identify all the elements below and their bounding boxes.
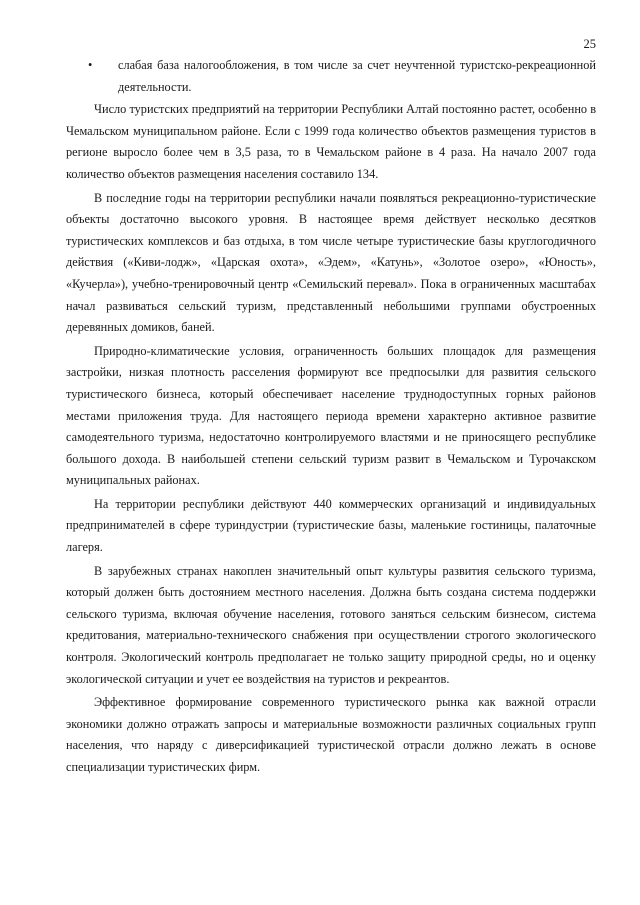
paragraph-market-formation: Эффективное формирование современного туристического рынка как важной отрасли экономики должно отражать запросы и материальные возможности различных социальных групп населения, что наряду с диверсификацией туристической отрасли должно лежать в основе специализации туристических фирм. bbox=[66, 695, 596, 774]
bullet-text: слабая база налогообложения, в том числе за счет неучтенной туристско-рекреационной деятельности. bbox=[118, 58, 596, 94]
document-body bbox=[66, 55, 596, 781]
paragraph-commercial-organizations: На территории республики действуют 440 коммерческих организаций и индивидуальных предпринимателей в сфере туриндустрии (туристические базы, маленькие гостиницы, палаточные лагеря. bbox=[66, 496, 596, 555]
paragraph-recreation-objects: В последние годы на территории республики начали появляться рекреационно-туристические объекты достаточно высокого уровня. В настоящее время действует несколько десятков туристических комплексов и баз отдыха, в том числе четыре туристические базы круглогодичного действия («Киви-лодж», «Царская охота», «Эдем», «Катунь», «Золотое озеро», «Юность», «Кучерла»), учебно-тренировочный центр «Семильский перевал». Пока в ограниченных масштабах начал развиваться сельский туризм, представленный небольшими группами обустроенных деревянных домиков, баней. bbox=[66, 190, 596, 335]
paragraph-tourism-growth: Число туристских предприятий на территории Республики Алтай постоянно растет, особенно в Чемальском муниципальном районе. Если с 1999 года количество объектов размещения туристов в регионе выросло более чем в 3,5 раза, то в Чемальском районе в 4 раза. На начало 2007 года количество объектов размещения населения составило 134. bbox=[66, 102, 596, 181]
paragraph-foreign-experience: В зарубежных странах накоплен значительный опыт культуры развития сельского туризма, который должен быть достоянием местного населения. Должна быть создана система поддержки сельского туризма, включая обучение населения, готового заняться сельским бизнесом, система кредитования, материально-технического снабжения при осуществлении строгого экологического контроля. Экологический контроль предполагает не только защиту природной среды, но и оценку экологической ситуации и учет ее воздействия на туристов и рекреантов. bbox=[66, 563, 596, 686]
paragraph-natural-conditions: Природно-климатические условия, ограниченность больших площадок для размещения застройки, низкая плотность расселения формируют все предпосылки для развития сельского туристического бизнеса, который обеспечивает население труднодоступных горных районов местами приложения труда. Для настоящего периода времени характерно активное развитие самодеятельного туризма, недостаточно контролируемого властями и не приносящего республике большого дохода. В наибольшей степени сельский туризм развит в Чемальском и Турочакском муниципальных районах. bbox=[66, 343, 596, 488]
page-number: 25 bbox=[583, 37, 596, 51]
bullet-marker: • bbox=[88, 58, 93, 72]
bullet-item bbox=[66, 55, 596, 98]
